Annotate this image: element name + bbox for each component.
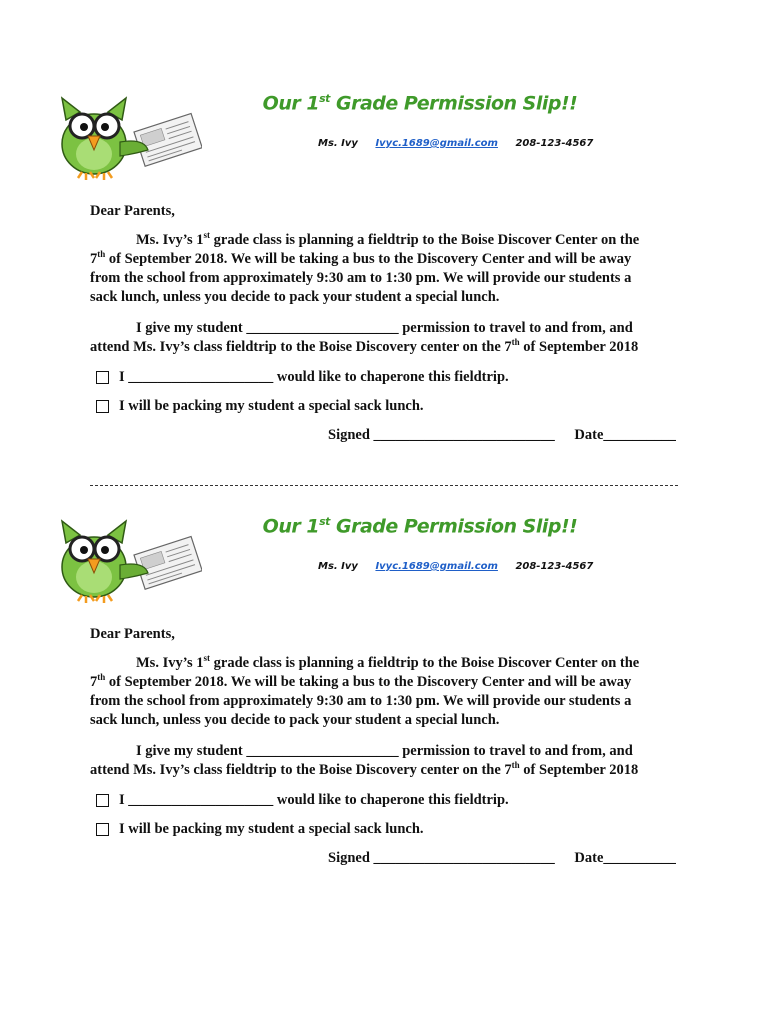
signature-line [328,850,676,867]
sack-lunch-label: I will be packing my student a special sack lunch. [119,398,424,414]
sack-lunch-checkbox[interactable] [96,400,109,413]
owl-mascot-icon [52,515,202,615]
teacher-email-link[interactable]: Ivyc.1689@gmail.com [375,561,498,572]
sack-lunch-label: I will be packing my student a special sack lunch. [119,821,424,837]
chaperone-option [96,792,509,809]
signed-field: Signed _________________________ [328,850,555,866]
sack-lunch-checkbox[interactable] [96,823,109,836]
sack-lunch-option [96,821,424,838]
slip-title: Our 1st Grade Permission Slip!! [262,92,578,115]
slip-title: Our 1st Grade Permission Slip!! [262,515,578,538]
newspaper-icon [134,113,202,166]
chaperone-option [96,369,509,386]
chaperone-label: I ____________________ would like to chaperone this fieldtrip. [119,369,509,385]
permission-paragraph: I give my student _____________________ permission to travel to and from, and attend Ms. Ivy’s class fieldtrip to the Boise Discovery center on the 7th of September 2018 [90,320,639,355]
fieldtrip-paragraph: Ms. Ivy’s 1st grade class is planning a fieldtrip to the Boise Discover Center on the 7th of September 2018. We will be taking a bus to the Discovery Center and will be away from the school from approximately 9:30 am to 1:30 pm. We will provide our students a sack lunch, unless you decide to pack your student a special lunch. [90,653,640,728]
sack-lunch-option [96,398,424,415]
fieldtrip-paragraph: Ms. Ivy’s 1st grade class is planning a fieldtrip to the Boise Discover Center on the 7th of September 2018. We will be taking a bus to the Discovery Center and will be away from the school from approximately 9:30 am to 1:30 pm. We will provide our students a sack lunch, unless you decide to pack your student a special lunch. [90,230,640,305]
teacher-phone: 208-123-4567 [515,561,594,572]
greeting: Dear Parents, [90,626,175,642]
teacher-email-link[interactable]: Ivyc.1689@gmail.com [375,138,498,149]
teacher-contact [318,138,593,149]
permission-slip [0,0,768,443]
permission-slip [0,423,768,866]
chaperone-checkbox[interactable] [96,371,109,384]
chaperone-label: I ____________________ would like to chaperone this fieldtrip. [119,792,509,808]
teacher-phone: 208-123-4567 [515,138,594,149]
signed-field: Signed _________________________ [328,427,555,443]
chaperone-checkbox[interactable] [96,794,109,807]
teacher-contact [318,561,593,572]
newspaper-icon [134,536,202,589]
teacher-name: Ms. Ivy [318,138,358,149]
date-field: Date__________ [574,850,676,866]
greeting: Dear Parents, [90,203,175,219]
teacher-name: Ms. Ivy [318,561,358,572]
owl-mascot-icon [52,92,202,192]
date-field: Date__________ [574,427,676,443]
permission-paragraph: I give my student _____________________ permission to travel to and from, and attend Ms. Ivy’s class fieldtrip to the Boise Discovery center on the 7th of September 2018 [90,743,639,778]
